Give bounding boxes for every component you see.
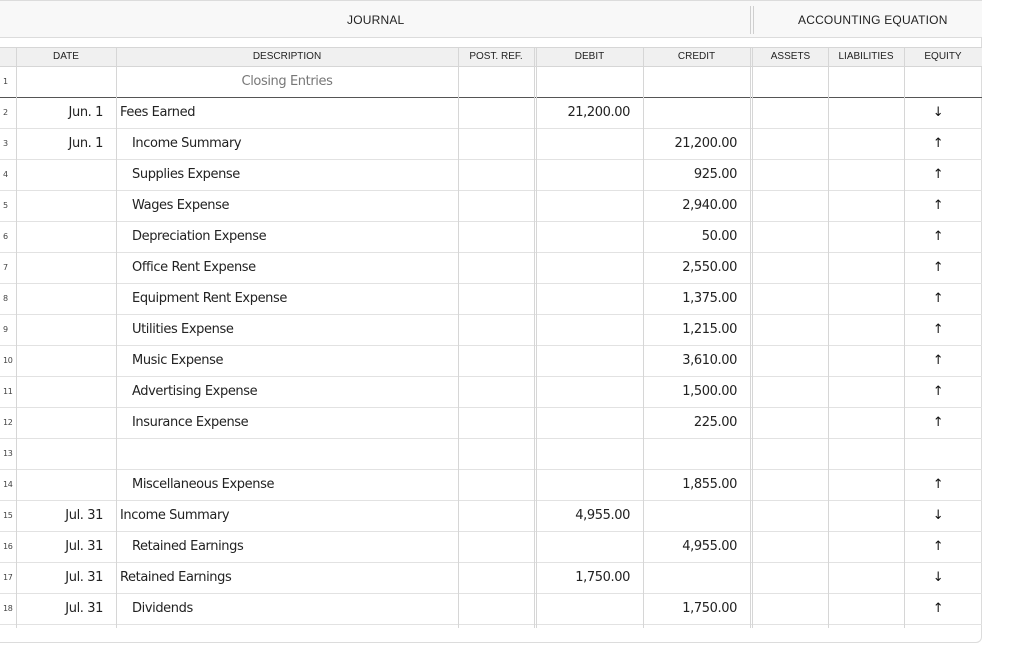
row-number: 2	[3, 108, 8, 117]
equity-decrease-arrow-icon[interactable]: ↓	[932, 508, 944, 523]
row-number: 9	[3, 325, 8, 334]
debit-cell[interactable]: 4,955.00	[575, 508, 630, 523]
assets-column-header: ASSETS	[770, 51, 811, 62]
description-cell[interactable]: Retained Earnings	[120, 570, 232, 585]
journal-row	[0, 594, 982, 625]
date-cell[interactable]: Jul. 31	[65, 601, 103, 616]
grid-line	[750, 47, 753, 628]
equity-increase-arrow-icon[interactable]: ↑	[932, 415, 944, 430]
description-cell[interactable]: Wages Expense	[132, 198, 230, 213]
credit-cell[interactable]: 1,750.00	[682, 601, 737, 616]
liabilities-column-header: LIABILITIES	[838, 51, 894, 62]
journal-row	[0, 160, 982, 191]
row-number: 8	[3, 294, 8, 303]
description-cell[interactable]: Miscellaneous Expense	[132, 477, 275, 492]
journal-row	[0, 532, 982, 563]
credit-cell[interactable]: 1,215.00	[682, 322, 737, 337]
description-cell[interactable]: Office Rent Expense	[132, 260, 256, 275]
equity-increase-arrow-icon[interactable]: ↑	[932, 167, 944, 182]
equity-increase-arrow-icon[interactable]: ↑	[932, 291, 944, 306]
date-cell[interactable]: Jul. 31	[65, 508, 103, 523]
row-number: 4	[3, 170, 8, 179]
section-divider	[750, 6, 754, 34]
description-cell[interactable]: Income Summary	[120, 508, 230, 523]
equity-increase-arrow-icon[interactable]: ↑	[932, 260, 944, 275]
credit-cell[interactable]: 1,855.00	[682, 477, 737, 492]
row-number: 13	[3, 449, 13, 458]
credit-cell[interactable]: 50.00	[701, 229, 737, 244]
journal-row	[0, 563, 982, 594]
equity-increase-arrow-icon[interactable]: ↑	[932, 136, 944, 151]
date-cell[interactable]: Jun. 1	[68, 105, 103, 120]
credit-cell[interactable]: 225.00	[693, 415, 737, 430]
journal-row	[0, 284, 982, 315]
description-cell[interactable]: Income Summary	[132, 136, 242, 151]
row-number: 1	[3, 77, 8, 86]
journal-row	[0, 67, 982, 98]
debit-cell[interactable]: 21,200.00	[567, 105, 630, 120]
description-cell[interactable]: Depreciation Expense	[132, 229, 267, 244]
journal-row	[0, 315, 982, 346]
journal-row	[0, 470, 982, 501]
grid-line	[116, 47, 117, 628]
journal-row	[0, 98, 982, 129]
row-number: 16	[3, 542, 13, 551]
credit-cell[interactable]: 1,500.00	[682, 384, 737, 399]
journal-row	[0, 501, 982, 532]
equity-decrease-arrow-icon[interactable]: ↓	[932, 570, 944, 585]
journal-subtitle: Closing Entries	[241, 74, 333, 89]
credit-cell[interactable]: 21,200.00	[674, 136, 737, 151]
row-number: 17	[3, 573, 13, 582]
column-header-row	[0, 47, 982, 67]
journal-row	[0, 253, 982, 284]
equity-increase-arrow-icon[interactable]: ↑	[932, 229, 944, 244]
grid-line	[534, 47, 537, 628]
credit-cell[interactable]: 4,955.00	[682, 539, 737, 554]
equity-increase-arrow-icon[interactable]: ↑	[932, 601, 944, 616]
grid-line	[828, 47, 829, 628]
debit-column-header: DEBIT	[574, 51, 605, 62]
row-number: 18	[3, 604, 13, 613]
journal-row	[0, 439, 982, 470]
accounting-equation-title: ACCOUNTING EQUATION	[798, 13, 948, 27]
row-number: 3	[3, 139, 8, 148]
description-cell[interactable]: Fees Earned	[120, 105, 196, 120]
credit-cell[interactable]: 925.00	[693, 167, 737, 182]
equity-column-header: EQUITY	[924, 51, 962, 62]
row-number: 5	[3, 201, 8, 210]
description-cell[interactable]: Retained Earnings	[132, 539, 244, 554]
description-cell[interactable]: Music Expense	[132, 353, 224, 368]
equity-increase-arrow-icon[interactable]: ↑	[932, 477, 944, 492]
row-number: 12	[3, 418, 13, 427]
equity-increase-arrow-icon[interactable]: ↑	[932, 539, 944, 554]
description-cell[interactable]: Equipment Rent Expense	[132, 291, 287, 306]
credit-cell[interactable]: 1,375.00	[682, 291, 737, 306]
description-cell[interactable]: Dividends	[132, 601, 193, 616]
journal-row	[0, 222, 982, 253]
section-header	[0, 1, 982, 38]
row-number: 11	[3, 387, 13, 396]
description-cell[interactable]: Advertising Expense	[132, 384, 258, 399]
equity-increase-arrow-icon[interactable]: ↑	[932, 384, 944, 399]
journal-row	[0, 408, 982, 439]
description-cell[interactable]: Insurance Expense	[132, 415, 249, 430]
equity-increase-arrow-icon[interactable]: ↑	[932, 353, 944, 368]
date-cell[interactable]: Jun. 1	[68, 136, 103, 151]
grid-line	[458, 47, 459, 628]
equity-decrease-arrow-icon[interactable]: ↓	[932, 105, 944, 120]
journal-row	[0, 129, 982, 160]
description-cell[interactable]: Utilities Expense	[132, 322, 234, 337]
grid-line	[16, 47, 17, 628]
grid-line	[904, 47, 905, 628]
journal-row	[0, 191, 982, 222]
row-number: 10	[3, 356, 13, 365]
equity-increase-arrow-icon[interactable]	[930, 439, 946, 469]
date-cell[interactable]: Jul. 31	[65, 539, 103, 554]
credit-cell[interactable]: 2,940.00	[682, 198, 737, 213]
row-number: 15	[3, 511, 13, 520]
journal-title: JOURNAL	[347, 13, 405, 27]
row-number: 14	[3, 480, 13, 489]
equity-increase-arrow-icon[interactable]: ↑	[932, 322, 944, 337]
journal-row	[0, 377, 982, 408]
row-number: 7	[3, 263, 8, 272]
date-column-header: DATE	[53, 51, 79, 62]
post-ref-column-header: POST. REF.	[469, 51, 523, 62]
credit-cell[interactable]: 2,550.00	[682, 260, 737, 275]
row-number: 6	[3, 232, 8, 241]
debit-cell[interactable]: 1,750.00	[575, 570, 630, 585]
date-cell[interactable]: Jul. 31	[65, 570, 103, 585]
grid-line	[643, 47, 644, 628]
equity-increase-arrow-icon[interactable]: ↑	[932, 198, 944, 213]
credit-cell[interactable]: 3,610.00	[682, 353, 737, 368]
description-column-header: DESCRIPTION	[252, 51, 322, 62]
journal-row	[0, 346, 982, 377]
credit-column-header: CREDIT	[677, 51, 716, 62]
description-cell[interactable]: Supplies Expense	[132, 167, 240, 182]
